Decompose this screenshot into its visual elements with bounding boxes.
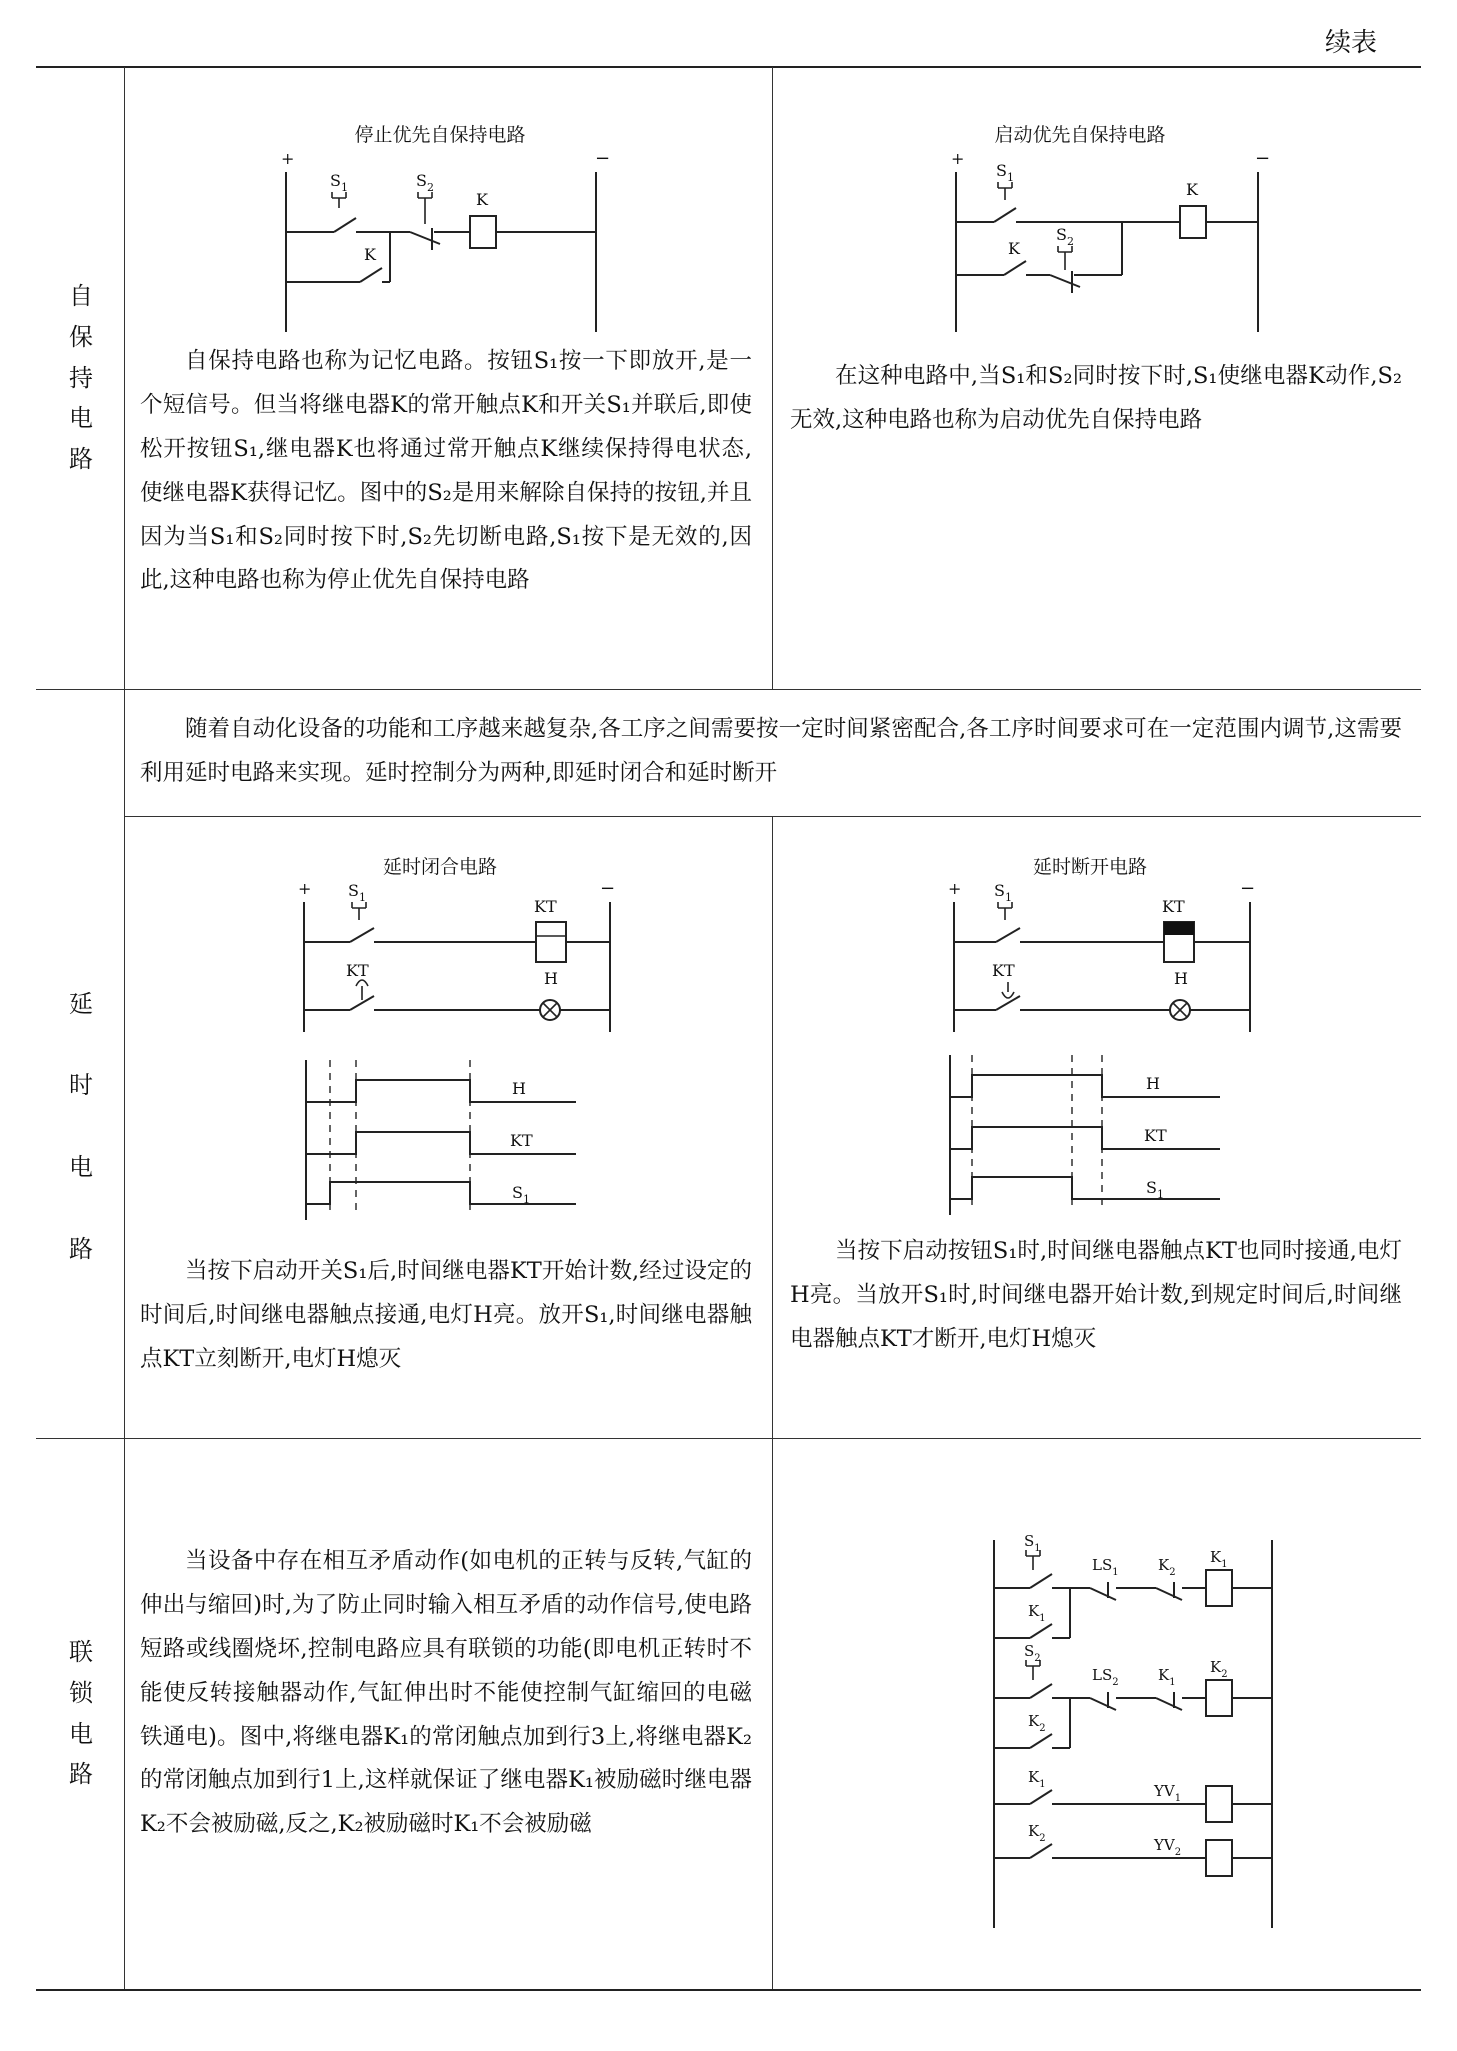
plus-sign: + bbox=[951, 149, 965, 168]
kt-timing-label: KT bbox=[1144, 1126, 1167, 1145]
h-label: H bbox=[1174, 969, 1188, 988]
k1-hold-label: $K_1$ bbox=[1028, 1602, 1046, 1624]
delay-close-circuit bbox=[290, 880, 620, 1040]
h-timing-label: H bbox=[1146, 1074, 1160, 1093]
k1-contact-label: $K_1$ bbox=[1028, 1768, 1046, 1790]
s1-timing-label: $S_1$ bbox=[1146, 1178, 1164, 1201]
h-timing-label: H bbox=[512, 1079, 526, 1098]
kt-contact-label: KT bbox=[346, 961, 369, 980]
kt-contact-label: KT bbox=[992, 961, 1015, 980]
s2-label: $S_2$ bbox=[1056, 225, 1074, 248]
s1-label: $S_1$ bbox=[994, 881, 1012, 904]
self-hold-left-text: 自保持电路也称为记忆电路。按钮S₁按一下即放开,是一个短信号。但当将继电器K的常开触点K和开关S₁并联后,即使松开按钮S₁,继电器K也将通过常开触点K继续保持得电状态,使继电器K获得记忆。图中的S₂是用来解除自保持的按钮,并且因为当S₁和S₂同时按下时,S₂先切断电路,S₁按下是无效的,因此,这种电路也称为停止优先自保持电路 bbox=[140, 348, 752, 594]
kt-coil-label: KT bbox=[1162, 897, 1185, 916]
row-label-char: 路 bbox=[69, 445, 93, 474]
row-divider-1 bbox=[36, 689, 1421, 690]
h-label: H bbox=[544, 969, 558, 988]
row-label-char: 延 bbox=[69, 989, 93, 1018]
interlock-circuit bbox=[980, 1532, 1290, 1930]
k-coil-label: K bbox=[1186, 180, 1198, 199]
s1-label: $S_1$ bbox=[996, 161, 1014, 184]
self-hold-divider bbox=[772, 67, 773, 689]
row-label-self-hold bbox=[36, 67, 126, 689]
page-header: 续表 bbox=[1324, 28, 1377, 58]
delay-open-circuit bbox=[940, 880, 1270, 1040]
row-label-char: 持 bbox=[69, 363, 93, 392]
row-label-char: 保 bbox=[69, 322, 93, 351]
s1-label: $S_1$ bbox=[1024, 1532, 1041, 1554]
k-coil-label: K bbox=[476, 190, 488, 209]
yv1-label: $YV_1$ bbox=[1154, 1782, 1182, 1804]
kt-timing-label: KT bbox=[510, 1131, 533, 1150]
row-divider-intro bbox=[124, 816, 1421, 817]
delay-close-timing-chart bbox=[296, 1060, 596, 1220]
delay-divider bbox=[772, 816, 773, 1438]
table-top-rule bbox=[36, 66, 1421, 68]
interlock-text: 当设备中存在相互矛盾动作(如电机的正转与反转,气缸的伸出与缩回)时,为了防止同时输入相互矛盾的动作信号,使电路短路或线圈烧坏,控制电路应具有联锁的功能(即电机正转时不能使反转接触器动作,气缸伸出时不能使控制气缸缩回的电磁铁通电)。图中,将继电器K₁的常闭触点加到行3上,将继电器K₂的常闭触点加到行1上,这样就保证了继电器K₁被励磁时继电器K₂不会被励磁,反之,K₂被励磁时K₁不会被励磁 bbox=[140, 1548, 752, 1838]
k2-contact-label: $K_2$ bbox=[1028, 1822, 1046, 1844]
delay-right-text: 当按下启动按钮S₁时,时间继电器触点KT也同时接通,电灯H亮。当放开S₁时,时间继电器开始计数,到规定时间后,时间继电器触点KT才断开,电灯H熄灭 bbox=[790, 1238, 1402, 1352]
diagram-title: 停止优先自保持电路 bbox=[354, 124, 526, 146]
row-divider-2 bbox=[36, 1438, 1421, 1439]
delay-left-text: 当按下启动开关S₁后,时间继电器KT开始计数,经过设定的时间后,时间继电器触点接通,电灯H亮。放开S₁,时间继电器触点KT立刻断开,电灯H熄灭 bbox=[140, 1258, 752, 1372]
k-contact-label: K bbox=[364, 245, 376, 264]
s1-label: $S_1$ bbox=[348, 881, 366, 904]
ls1-label: $LS_1$ bbox=[1092, 1556, 1119, 1578]
row-label-char: 时 bbox=[69, 1071, 93, 1100]
row-label-char: 电 bbox=[69, 404, 93, 433]
plus-sign: + bbox=[948, 879, 962, 898]
kt-coil-label: KT bbox=[534, 897, 557, 916]
self-hold-right-text: 在这种电路中,当S₁和S₂同时按下时,S₁使继电器K动作,S₂无效,这种电路也称为启动优先自保持电路 bbox=[790, 363, 1402, 433]
row-label-char: 电 bbox=[69, 1153, 93, 1181]
row-label-char: 锁 bbox=[69, 1678, 93, 1707]
diagram-title: 延时断开电路 bbox=[1032, 856, 1147, 878]
k1-coil-label: $K_1$ bbox=[1210, 1548, 1228, 1570]
row-label-delay bbox=[36, 816, 126, 1438]
plus-sign: + bbox=[281, 149, 295, 168]
row-label-char: 路 bbox=[69, 1760, 93, 1789]
s1-label: $S_1$ bbox=[330, 171, 348, 194]
minus-sign: − bbox=[1255, 148, 1271, 169]
minus-sign: − bbox=[595, 148, 611, 169]
s1-timing-label: $S_1$ bbox=[512, 1183, 530, 1206]
k2-coil-label: $K_2$ bbox=[1210, 1658, 1228, 1680]
stop-priority-circuit bbox=[270, 150, 610, 340]
delay-intro-text: 随着自动化设备的功能和工序越来越复杂,各工序之间需要按一定时间紧密配合,各工序时间要求可在一定范围内调节,这需要利用延时电路来实现。延时控制分为两种,即延时闭合和延时断开 bbox=[140, 716, 1402, 786]
s2-label: $S_2$ bbox=[416, 171, 434, 194]
yv2-label: $YV_2$ bbox=[1154, 1836, 1182, 1858]
row-label-interlock bbox=[36, 1438, 126, 1989]
row-label-char: 联 bbox=[69, 1637, 93, 1666]
minus-sign: − bbox=[1240, 878, 1256, 899]
row-label-char: 自 bbox=[69, 282, 93, 310]
plus-sign: + bbox=[298, 879, 312, 898]
diagram-title: 延时闭合电路 bbox=[382, 856, 497, 878]
row-label-char: 路 bbox=[69, 1234, 93, 1263]
table-bottom-rule bbox=[36, 1989, 1421, 1991]
k2-nc-label: $K_2$ bbox=[1158, 1556, 1176, 1578]
k1-nc-label: $K_1$ bbox=[1158, 1666, 1176, 1688]
k2-hold-label: $K_2$ bbox=[1028, 1712, 1046, 1734]
interlock-divider bbox=[772, 1438, 773, 1989]
row-label-char: 电 bbox=[69, 1719, 93, 1748]
s2-label: $S_2$ bbox=[1024, 1642, 1041, 1664]
start-priority-circuit bbox=[940, 150, 1280, 340]
k-contact-label: K bbox=[1008, 239, 1020, 258]
minus-sign: − bbox=[600, 878, 616, 899]
ls2-label: $LS_2$ bbox=[1092, 1666, 1119, 1688]
diagram-title: 启动优先自保持电路 bbox=[994, 124, 1166, 146]
delay-open-timing-chart bbox=[940, 1055, 1240, 1215]
